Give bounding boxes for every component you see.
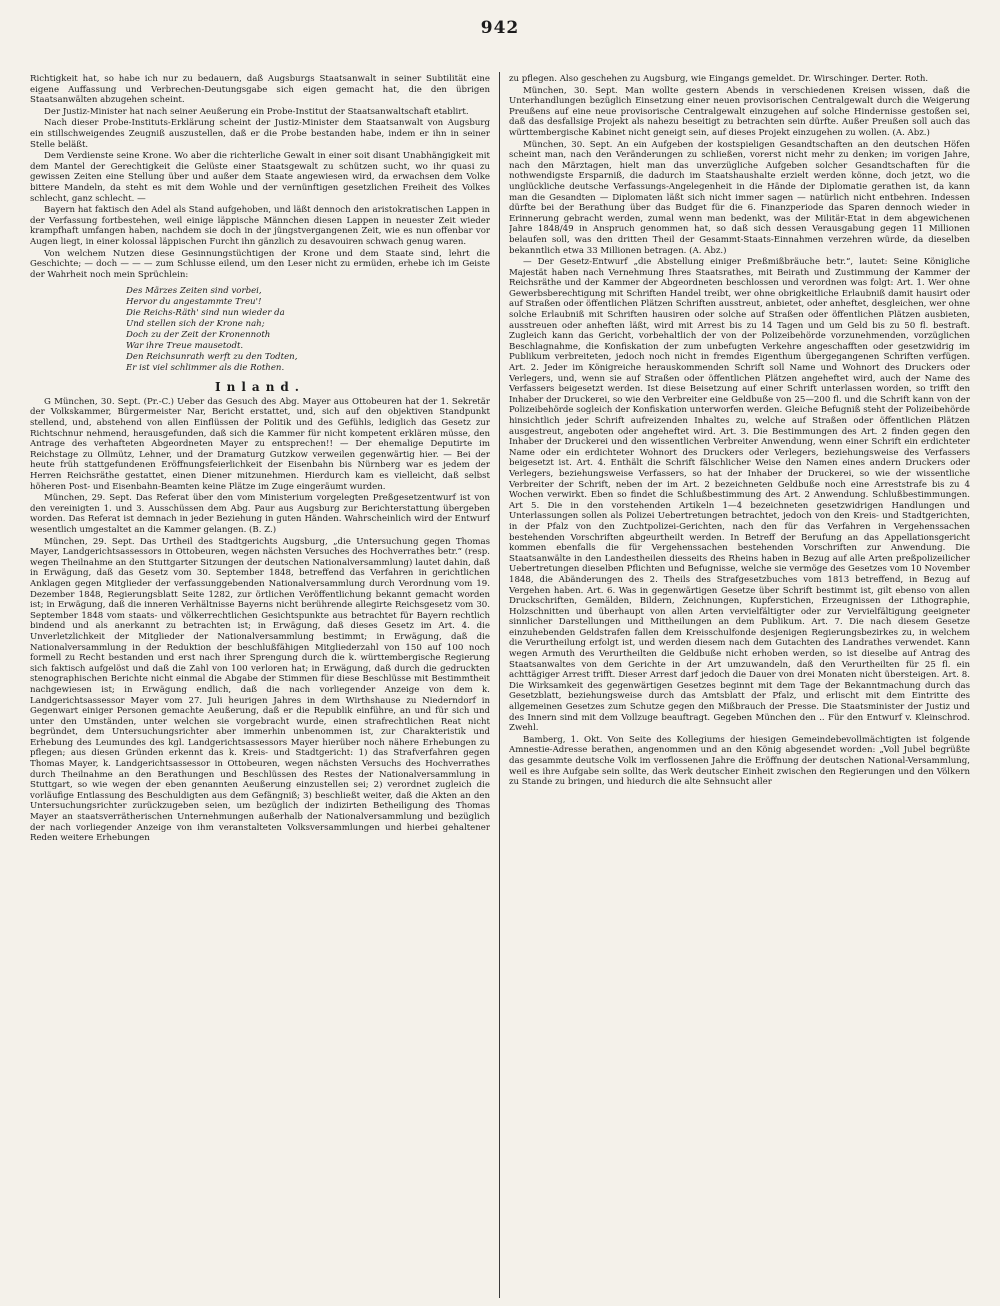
news-item: München, 30. Sept. An ein Aufgeben der kostspieligen Gesandtschaften an den deutschen Höfen scheint man, nach den Veränderungen zu schließen, vorerst nicht mehr zu denken; im vorigen Jahre, nach den Märztagen, hielt man das unverzügliche Aufgeben solcher Gesandtschaften für die nothwendigste Ersparniß, die dadurch im Staatshaushalte erzielt werden könne, doch jetzt, wo die unglückliche deutsche Verfassungs-Angelegenheit in die Hände der Diplomatie gerathen ist, da kann man die Gesandten — Diplomaten läßt sich nicht immer sagen — natürlich nicht entbehren. Indessen dürfte bei der Berathung über das Budget für die 6. Finanzperiode das Sparen dennoch wieder in Erinnerung gebracht werden, zumal wenn man bedenkt, was der Militär-Etat in dem abgewichenen Jahre 1848/49 in Anspruch genommen hat, so daß sich dessen Verausgabung gegen 11 Millionen belaufen soll, was den dritten Theil der Gesammt-Staats-Einnahmen verzehren würde, da dieselben bekanntlich etwa 33 Millionen betragen. (A. Abz.) xyxy=(509,139,970,256)
news-item: Bamberg, 1. Okt. Von Seite des Kollegiums der hiesigen Gemeindebevollmächtigten ist folgende Amnestie-Adresse berathen, angenommen und an den König abgesendet worden: „Voll Jubel begrüßte das gesammte deutsche Volk im verflossenen Jahre die Eröffnung der deutschen National-Versammlung, weil es ihre Aufgabe sein sollte, das Werk deutscher Einheit zwischen den Regierungen und den Völkern zu Stande zu bringen, und hiedurch die alte Sehnsucht aller xyxy=(509,734,970,788)
column-divider xyxy=(499,72,500,1298)
news-item: München, 29. Sept. Das Referat über den vom Ministerium vorgelegten Preßgesetzentwurf ist von den vereinigten 1. und 3. Ausschüssen dem Abg. Paur aus Augsburg zur Berichterstattung übergeben worden. Das Referat ist demnach in jeder Beziehung in guten Händen. Wahrscheinlich wird der Entwurf wesentlich umgestaltet an die Kammer gelangen. (B. Z.) xyxy=(30,493,490,535)
left-column xyxy=(30,74,490,1296)
news-item: — Der Gesetz-Entwurf „die Abstellung einiger Preßmißbräuche betr.“, lautet: Seine Königliche Majestät haben nach Vernehmung Ihres Staatsrathes, mit Beirath und Zustimmung der Kammer der Reichsräthe und der Kammer der Abgeordneten beschlossen und verordnen was folgt: Art. 1. Wer ohne Gewerbsberechtigung mit Schriften Handel treibt, wer ohne obrigkeitliche Erlaubniß damit hausirt oder auf Straßen oder öffentlichen Plätzen Schriften ausstreut, anbietet, oder anheftet, desgleichen, wer ohne solche Erlaubniß mit Schriften hausiren oder solche auf Straßen oder öffentlichen Plätzen ausbieten, ausstreuen oder anheften läßt, wird mit Arrest bis zu 14 Tagen und um Geld bis zu 50 fl. bestraft. Zugleich kann das Gericht, vorbehaltlich der von der Polizeibehörde vorzunehmenden, vorzüglichen Beschlagnahme, die Konfiskation der zum unbefugten Verkehre angeschafften oder gesetzwidrig im Publikum verbreiteten, jedoch noch nicht in fremdes Eigenthum übergegangenen Schriften verfügen. Art. 2. Jeder im Königreiche herauskommenden Schrift soll Name und Wohnort des Druckers oder Verlegers, und, wenn sie auf Straßen oder öffentlichen Plätzen angeheftet wird, auch der Name des Verfassers beigesetzt werden. Ist diese Beisetzung auf einer Schrift unterlassen worden, so trifft den Inhaber der Druckerei, so wie den Verbreiter eine Geldbuße von 25—200 fl. und die Schrift kann von der Polizeibehörde sogleich der Konfiskation unterworfen werden. Gleiche Befugniß steht der Polizeibehörde hinsichtlich jeder Schrift aufreizenden Inhaltes zu, welche auf Straßen oder öffentlichen Plätzen ausgestreut, angeboten oder angeheftet wird. Art. 3. Die Bestimmungen des Art. 2 finden gegen den Inhaber der Druckerei und den wissentlichen Verbreiter Anwendung, wenn einer Schrift ein erdichteter Name oder ein erdichteter Wohnort des Druckers oder Verlegers, beziehungsweise des Verfassers beigesetzt ist. Art. 4. Enthält die Schrift fälschlicher Weise den Namen eines andern Druckers oder Verlegers, beziehungsweise Verfassers, so hat der Inhaber der Druckerei, so wie der wissentliche Verbreiter der Schrift, neben der im Art. 2 bezeichneten Geldbuße noch eine Arreststrafe bis zu 4 Wochen verwirkt. Eben so findet die Schlußbestimmung des Art. 2 Anwendung. Schlußbestimmungen. Art 5. Die in den vorstehenden Artikeln 1—4 bezeichneten gesetzwidrigen Handlungen und Unterlassungen sollen als Polizei Uebertretungen betrachtet, jedoch von den Kreis- und Stadtgerichten, in der Pfalz von den Zuchtpolizei-Gerichten, nach den für das Verfahren in Vergehenssachen bestehenden Vorschriften abgeurtheilt werden. In Betreff der Berufung an das Appellationsgericht kommen ebenfalls die für Vergehenssachen bestehenden Vorschriften zur Anwendung. Die Staatsanwälte in den Landestheilen diesseits des Rheins haben in Bezug auf alle Arten preßpolizeilicher Uebertretungen dieselben Pflichten und Befugnisse, welche sie vermöge des Gesetzes vom 10 November 1848, die Abänderungen des 2. Theils des Strafgesetzbuches vom 1813 betreffend, in Bezug auf Vergehen haben. Art. 6. Was in gegenwärtigen Gesetze über Schrift bestimmt ist, gilt ebenso von allen Druckschriften, Gemälden, Bildern, Zeichnungen, Kupferstichen, Erzeugnissen der Lithographie, Holzschnitten und überhaupt von allen Arten vervielfältigter oder zur Vervielfältigung geeigneter sinnlicher Darstellungen und Mittheilungen an dem Publikum. Art. 7. Die nach diesem Gesetze einzuhebenden Geldstrafen fallen dem Kreisschulfonde desjenigen Regierungsbezirkes zu, in welchem die Verurtheilung erfolgt ist, und werden diesem nach dem Gutachten des Landrathes verwendet. Kann wegen Armuth des Verurtheilten die Geldbuße nicht erhoben werden, so ist dieselbe auf Antrag des Staatsanwaltes von dem Gerichte in der Art umzuwandeln, daß den Verurtheilten für 25 fl. ein achttägiger Arrest trifft. Dieser Arrest darf jedoch die Dauer von drei Monaten nicht übersteigen. Art. 8. Die Wirksamkeit des gegenwärtigen Gesetzes beginnt mit dem Tage der Bekanntmachung durch das Gesetzblatt, beziehungsweise durch das Amtsblatt der Pfalz, und erlischt mit dem Eintritte des allgemeinen Gesetzes zum Schutze gegen den Mißbrauch der Presse. Die Staatsminister der Justiz und des Innern sind mit dem Vollzuge beauftragt. Gegeben München den .. Für den Entwurf v. Kleinschrod. Zwehl. xyxy=(509,257,970,734)
poem-line: Er ist viel schlimmer als die Rothen. xyxy=(126,363,285,374)
page-number: 942 xyxy=(480,18,520,38)
poem-line: Und stellen sich der Krone nah; xyxy=(126,319,265,330)
news-item: München, 29. Sept. Das Urtheil des Stadtgerichts Augsburg, „die Untersuchung gegen Thomas Mayer, Landgerichtsassessors in Ottobeuren, wegen nächsten Versuches des Hochverrathes betr.“ (resp. wegen Theilnahme an den Stuttgarter Sitzungen der deutschen Nationalversammlung) lautet dahin, daß in Erwägung, daß das Gesetz vom 30. September 1848, betreffend das Verfahren in gerichtlichen Anklagen gegen Mitglieder der verfassunggebenden Nationalversammlung durch Verordnung vom 19. Dezember 1848, Regierungsblatt Seite 1282, zur örtlichen Veröffentlichung bekannt gemacht worden ist; in Erwägung, daß die inneren Verhältnisse Bayerns nicht berührende allegirte Reichsgesetz vom 30. September 1848 vom staats- und völkerrechtlichen Gesichtspunkte aus betrachtet für Bayern rechtlich bindend und als anerkannt zu betrachten ist; in Erwägung, daß dieses Gesetz im Art. 4. die Unverletzlichkeit der Mitglieder der Nationalversammlung bestimmt; in Erwägung, daß die Nationalversammlung in der Reduktion der beschlußfähigen Mitgliederzahl von 150 auf 100 noch formell zu Recht bestanden und erst nach ihrer Sprengung durch die k. württembergische Regierung sich faktisch aufgelöst und daß die Zahl von 100 verloren hat; in Erwägung, daß durch die gedruckten stenographischen Berichte nicht einmal die Abgabe der Stimmen für diese Beschlüsse mit Bestimmtheit nachgewiesen ist; in Erwägung endlich, daß die nach vorliegender Anzeige von dem k. Landgerichtsassessor Mayer vom 27. Juli heurigen Jahres in dem Wirthshause zu Niederndorf in Gegenwart einiger Personen gemachte Aeußerung, daß er die Republik einführe, an und für sich und unter den Umständen, unter welchen sie vorgebracht wurde, einen strafrechtlichen Reat nicht begründet, dem Untersuchungsrichter aber immerhin unbenommen ist, zur Charakteristik und Erhebung des Leumundes des kgl. Landgerichtsassessors Mayer hierüber noch nähere Erhebungen zu pflegen; aus diesen Gründen erkennt das k. Kreis- und Stadtgericht: 1) das Strafverfahren gegen Thomas Mayer, k. Landgerichtsassessor in Ottobeuren, wegen nächsten Versuchs des Hochverrathes durch Theilnahme an den Berathungen und Beschlüssen des Restes der Nationalversammlung in Stuttgart, so wie wegen der eben genannten Aeußerung einzustellen sei; 2) verordnet zugleich die vorläufige Entlassung des Beschuldigten aus dem Gefängniß; 3) beschließt weiter, daß die Akten an den Untersuchungsrichter zurückzugeben seien, um bezüglich der indizirten Betheiligung des Thomas Mayer an staatsverrätherischen Unternehmungen außerhalb der Nationalversammlung und bezüglich der nach vorliegender Anzeige von ihm veranstalteten Volksversammlungen und hierbei gehaltener Reden weitere Erhebungen xyxy=(30,536,490,844)
paragraph: zu pflegen. Also geschehen zu Augsburg, wie Eingangs gemeldet. Dr. Wirschinger. Derter. Roth. xyxy=(509,74,929,84)
paragraph: Richtigkeit hat, so habe ich nur zu bedauern, daß Augsburgs Staatsanwalt in seiner Subtilität eine eigene Auffassung und Verbrechen-Deutungsgabe sich eigen gemacht hat, die den übrigen Staatsanwälten abzugehen scheint. xyxy=(30,74,490,106)
poem-line: War ihre Treue mausetodt. xyxy=(126,341,244,352)
paragraph: Bayern hat faktisch den Adel als Stand aufgehoben, und läßt dennoch den aristokratischen Lappen in der Verfassung fortbestehen, weil einige läppische Männchen diesen Lappen in neuester Zeit wieder krampfhaft umfangen haben, nachdem sie doch in der jüngstvergangenen Zeit, wie es nun offenbar vor Augen liegt, in einer kolossal läppischen Furcht ihn gänzlich zu desavouiren schwach genug waren. xyxy=(30,205,490,247)
news-item: München, 30. Sept. Man wollte gestern Abends in verschiedenen Kreisen wissen, daß die Unterhandlungen bezüglich Einsetzung einer neuen provisorischen Centralgewalt durch die Weigerung Preußens auf eine neue provisorische Centralgewalt einzugehen auf solche Hindernisse gestoßen sei, daß das desfallsige Projekt als nahezu beseitigt zu betrachten sein dürfte. Außer Preußen soll auch das württembergische Kabinet nicht geneigt sein, auf dieses Projekt einzugehen zu wollen. (A. Abz.) xyxy=(509,85,970,138)
news-item: G München, 30. Sept. (Pr.-C.) Ueber das Gesuch des Abg. Mayer aus Ottobeuren hat der 1. Sekretär der Volkskammer, Bürgermeister Nar, Bericht erstattet, und, sich auf den objektiven Standpunkt stellend, und, abstehend von allen Einflüssen der Politik und des Gefühls, lediglich das Gesetz zur Richtschnur nehmend, herausgefunden, daß sich die Kammer für nicht kompetent erklären müsse, den Antrage des verhafteten Abgeordneten Mayer zu entsprechen!! — Der ehemalige Deputirte im Reichstage zu Ollmütz, Lehner, und der Dramaturg Gutzkow verweilen gegenwärtig hier. — Bei der heute früh stattgefundenen Eröffnungsfeierlichkeit der Eisenbahn bis Nürnberg war es jedem der Herren Reichsräthe gestattet, einen Diener mitzunehmen. Hierdurch kam es vielleicht, daß selbst höheren Post- und Eisenbahn-Beamten keine Plätze im Zuge eingeräumt wurden. xyxy=(30,396,490,492)
section-heading-inland: Inland. xyxy=(215,380,305,395)
poem-line: Des Märzes Zeiten sind vorbei, xyxy=(126,286,262,297)
poem-line: Hervor du angestammte Treu'! xyxy=(126,297,262,308)
poem xyxy=(126,286,490,374)
paragraph: Dem Verdienste seine Krone. Wo aber die richterliche Gewalt in einer soit disant Unabhängigkeit mit dem Mantel der Gerechtigkeit die Gelüste einer Staatsgewalt zu schützen sucht, wo ihr quasi zu gewissen Zeiten eine Stellung über und außer dem Staate angewiesen wird, da erwachsen dem Volke bittere Mandeln, da steht es mit dem Wohle und der vernünftigen gesetzlichen Freiheit des Volkes schlecht, ganz schlecht. — xyxy=(30,151,490,204)
poem-line: Doch zu der Zeit der Kronennoth xyxy=(126,330,271,341)
poem-line: Die Reichs-Räth' sind nun wieder da xyxy=(126,308,285,319)
poem-line: Den Reichsunrath werft zu den Todten, xyxy=(126,352,298,363)
right-column xyxy=(509,74,970,1296)
paragraph: Der Justiz-Minister hat nach seiner Aeußerung ein Probe-Institut der Staatsanwaltschaft etablirt. xyxy=(44,106,469,117)
paragraph: Nach dieser Probe-Instituts-Erklärung scheint der Justiz-Minister dem Staatsanwalt von Augsburg ein stillschweigendes Zeugniß auszustellen, daß er die Probe bestanden habe, indem er ihn in seiner Stelle beläßt. xyxy=(30,118,490,150)
paragraph: Von welchem Nutzen diese Gesinnungstüchtigen der Krone und dem Staate sind, lehrt die Geschichte; — doch — — — zum Schlusse eilend, um den Leser nicht zu ermüden, erhebe ich im Geiste der Wahrheit noch mein Sprüchlein: xyxy=(30,248,490,280)
